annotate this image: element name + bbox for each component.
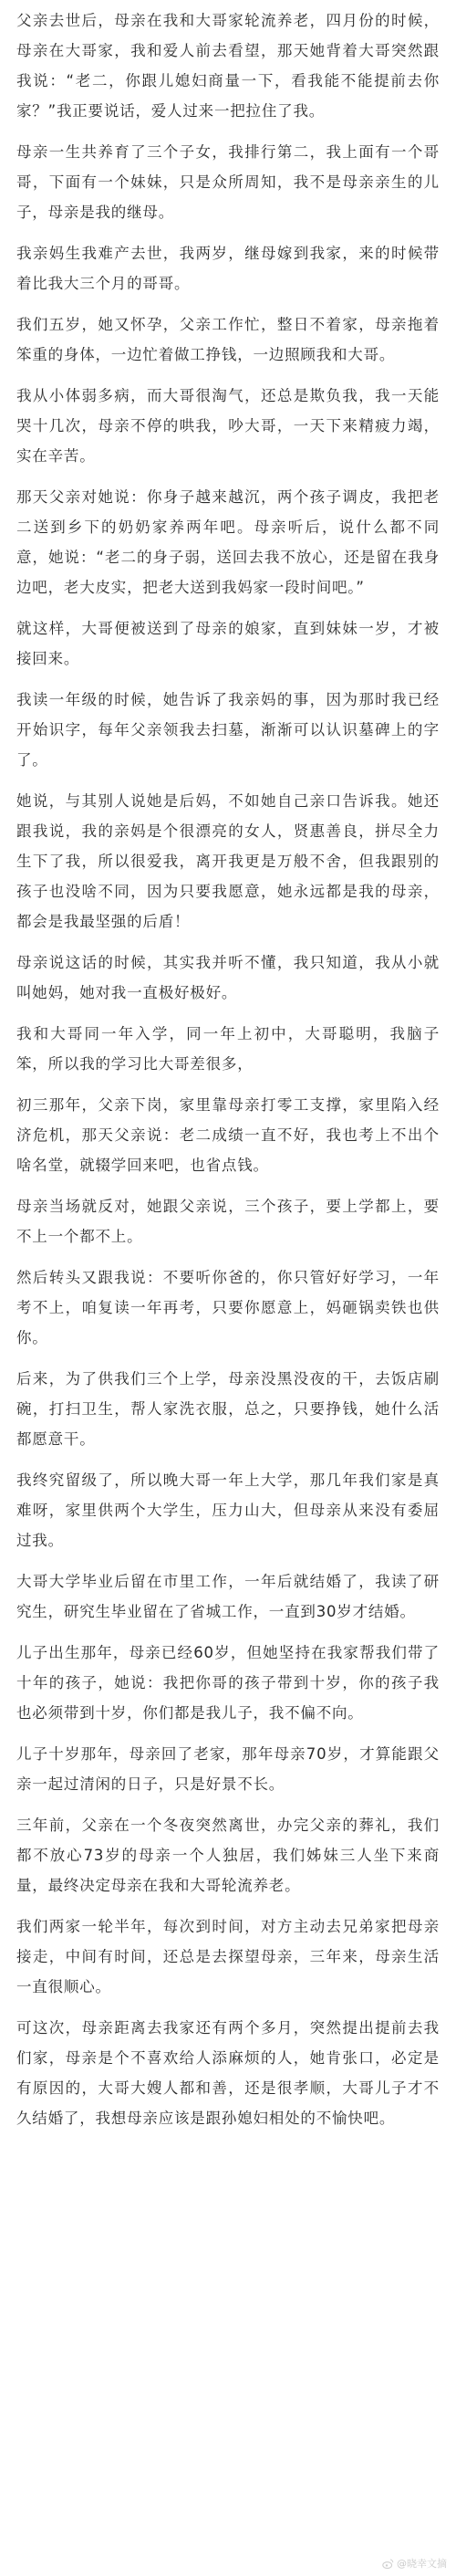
paragraph-9: 她说，与其别人说她是后妈，不如她自己亲口告诉我。她还跟我说，我的亲妈是个很漂亮的女人，贤惠善良，拼尽全力生下了我，所以很爱我，离开我更是万般不舍，但我跟别的孩子也没啥不同，因为只要我愿意，她永远都是我的母亲，都会是我最坚强的后盾！	[16, 792, 440, 930]
paragraph-20: 三年前，父亲在一个冬夜突然离世，办完父亲的葬礼，我们都不放心73岁的母亲一个人独居，我们姊妹三人坐下来商量，最终决定母亲在我和大哥轮流养老。	[16, 1817, 440, 1894]
watermark	[382, 2556, 447, 2571]
paragraph-10: 母亲说这话的时候，其实我并听不懂，我只知道，我从小就叫她妈，她对我一直极好极好。	[16, 954, 440, 1001]
paragraph-6: 那天父亲对她说：你身子越来越沉，两个孩子调皮，我把老二送到乡下的奶奶家养两年吧。母亲听后，说什么都不同意，她说：“老二的身子弱，送回去我不放心，还是留在我身边吧，老大皮实，把老大送到我妈家一段时间吧。”	[16, 488, 440, 596]
paragraph-2: 母亲一生共养育了三个子女，我排行第二，我上面有一个哥哥，下面有一个妹妹，只是众所周知，我不是母亲亲生的儿子，母亲是我的继母。	[16, 143, 440, 221]
paragraph-13: 母亲当场就反对，她跟父亲说，三个孩子，要上学都上，要不上一个都不上。	[16, 1198, 440, 1245]
paragraph-3: 我亲妈生我难产去世，我两岁，继母嫁到我家，来的时候带着比我大三个月的哥哥。	[16, 245, 440, 292]
paragraph-1: 父亲去世后，母亲在我和大哥家轮流养老，四月份的时候，母亲在大哥家，我和爱人前去看望，那天她背着大哥突然跟我说：“老二，你跟儿媳妇商量一下，看我能不能提前去你家？”我正要说话，爱人过来一把拉住了我。	[16, 12, 440, 120]
weibo-logo-icon	[382, 2558, 394, 2570]
paragraph-7: 就这样，大哥便被送到了母亲的娘家，直到妹妹一岁，才被接回来。	[16, 620, 440, 667]
paragraph-19: 儿子十岁那年，母亲回了老家，那年母亲70岁，才算能跟父亲一起过清闲的日子，只是好景不长。	[16, 1745, 440, 1793]
paragraph-5: 我从小体弱多病，而大哥很淘气，还总是欺负我，我一天能哭十几次，母亲不停的哄我，吵大哥，一天下来精疲力竭，实在辛苦。	[16, 387, 440, 465]
paragraph-4: 我们五岁，她又怀孕，父亲工作忙，整日不着家，母亲拖着笨重的身体，一边忙着做工挣钱，一边照顾我和大哥。	[16, 316, 440, 363]
paragraph-22: 可这次，母亲距离去我家还有两个多月，突然提出提前去我们家，母亲是个不喜欢给人添麻烦的人，她肯张口，必定是有原因的，大哥大嫂人都和善，还是很孝顺，大哥儿子才不久结婚了，我想母亲应该是跟孙媳妇相处的不愉快吧。	[16, 2019, 440, 2127]
paragraph-12: 初三那年，父亲下岗，家里靠母亲打零工支撑，家里陷入经济危机，那天父亲说：老二成绩一直不好，我也考上不出个啥名堂，就辍学回来吧，也省点钱。	[16, 1096, 440, 1174]
paragraph-16: 我终究留级了，所以晚大哥一年上大学，那几年我们家是真难呀，家里供两个大学生，压力山大，但母亲从来没有委屈过我。	[16, 1471, 440, 1549]
paragraph-11: 我和大哥同一年入学，同一年上初中，大哥聪明，我脑子笨，所以我的学习比大哥差很多，	[16, 1025, 440, 1073]
paragraph-17: 大哥大学毕业后留在市里工作，一年后就结婚了，我读了研究生，研究生毕业留在了省城工作，一直到30岁才结婚。	[16, 1573, 440, 1620]
paragraph-15: 后来，为了供我们三个上学，母亲没黑没夜的干，去饭店刷碗，打扫卫生，帮人家洗衣服，总之，只要挣钱，她什么活都愿意干。	[16, 1370, 440, 1448]
paragraph-8: 我读一年级的时候，她告诉了我亲妈的事，因为那时我已经开始识字，每年父亲领我去扫墓，渐渐可以认识墓碑上的字了。	[16, 691, 440, 769]
paragraph-14: 然后转头又跟我说：不要听你爸的，你只管好好学习，一年考不上，咱复读一年再考，只要你愿意上，妈砸锅卖铁也供你。	[16, 1269, 440, 1346]
watermark-text: @晓幸文摘	[397, 2558, 447, 2570]
paragraph-21: 我们两家一轮半年，每次到时间，对方主动去兄弟家把母亲接走，中间有时间，还总是去探望母亲，三年来，母亲生活一直很顺心。	[16, 1918, 440, 1995]
paragraph-18: 儿子出生那年，母亲已经60岁，但她坚持在我家帮我们带了十年的孩子，她说：我把你哥的孩子带到十岁，你的孩子我也必须带到十岁，你们都是我儿子，我不偏不向。	[16, 1644, 440, 1722]
